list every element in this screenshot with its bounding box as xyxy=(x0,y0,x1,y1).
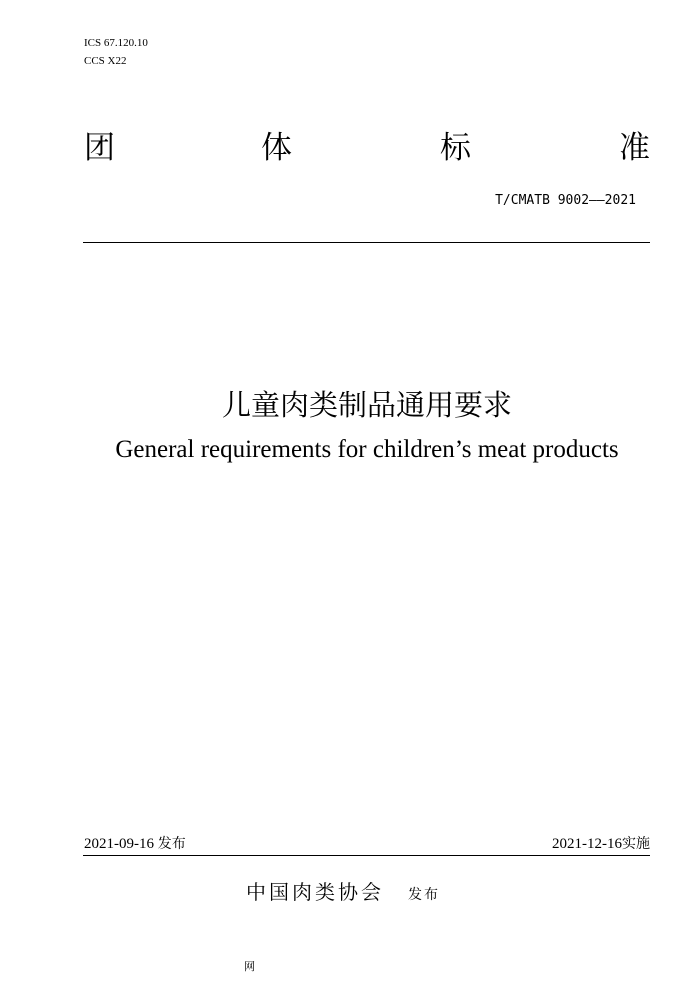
document-title-english: General requirements for children’s meat products xyxy=(115,436,619,463)
implement-date: 2021-12-16 xyxy=(552,836,622,852)
issuer-action: 发布 xyxy=(408,887,440,903)
ccs-code: CCS X22 xyxy=(84,55,127,67)
publish-date-line xyxy=(84,834,186,854)
ics-code: ICS 67.120.10 xyxy=(84,37,148,49)
standard-type-char-2: 体 xyxy=(261,130,292,166)
document-title-chinese: 儿童肉类制品通用要求 xyxy=(221,388,512,422)
publish-label: 发布 xyxy=(157,836,186,852)
standard-type-char-1: 团 xyxy=(84,130,115,166)
standard-type-char-4: 准 xyxy=(619,130,650,166)
footer-divider xyxy=(83,855,650,856)
header-divider xyxy=(83,242,650,243)
standard-type-char-3: 标 xyxy=(440,130,471,166)
implement-date-line xyxy=(552,834,650,854)
implement-label: 实施 xyxy=(622,836,650,852)
standard-number: T/CMATB 9002——2021 xyxy=(495,193,636,208)
publish-date: 2021-09-16 xyxy=(84,836,154,852)
issuer-name: 中国肉类协会 xyxy=(246,880,384,904)
footer-mark: 网 xyxy=(244,960,255,973)
issuer-block xyxy=(246,876,440,905)
